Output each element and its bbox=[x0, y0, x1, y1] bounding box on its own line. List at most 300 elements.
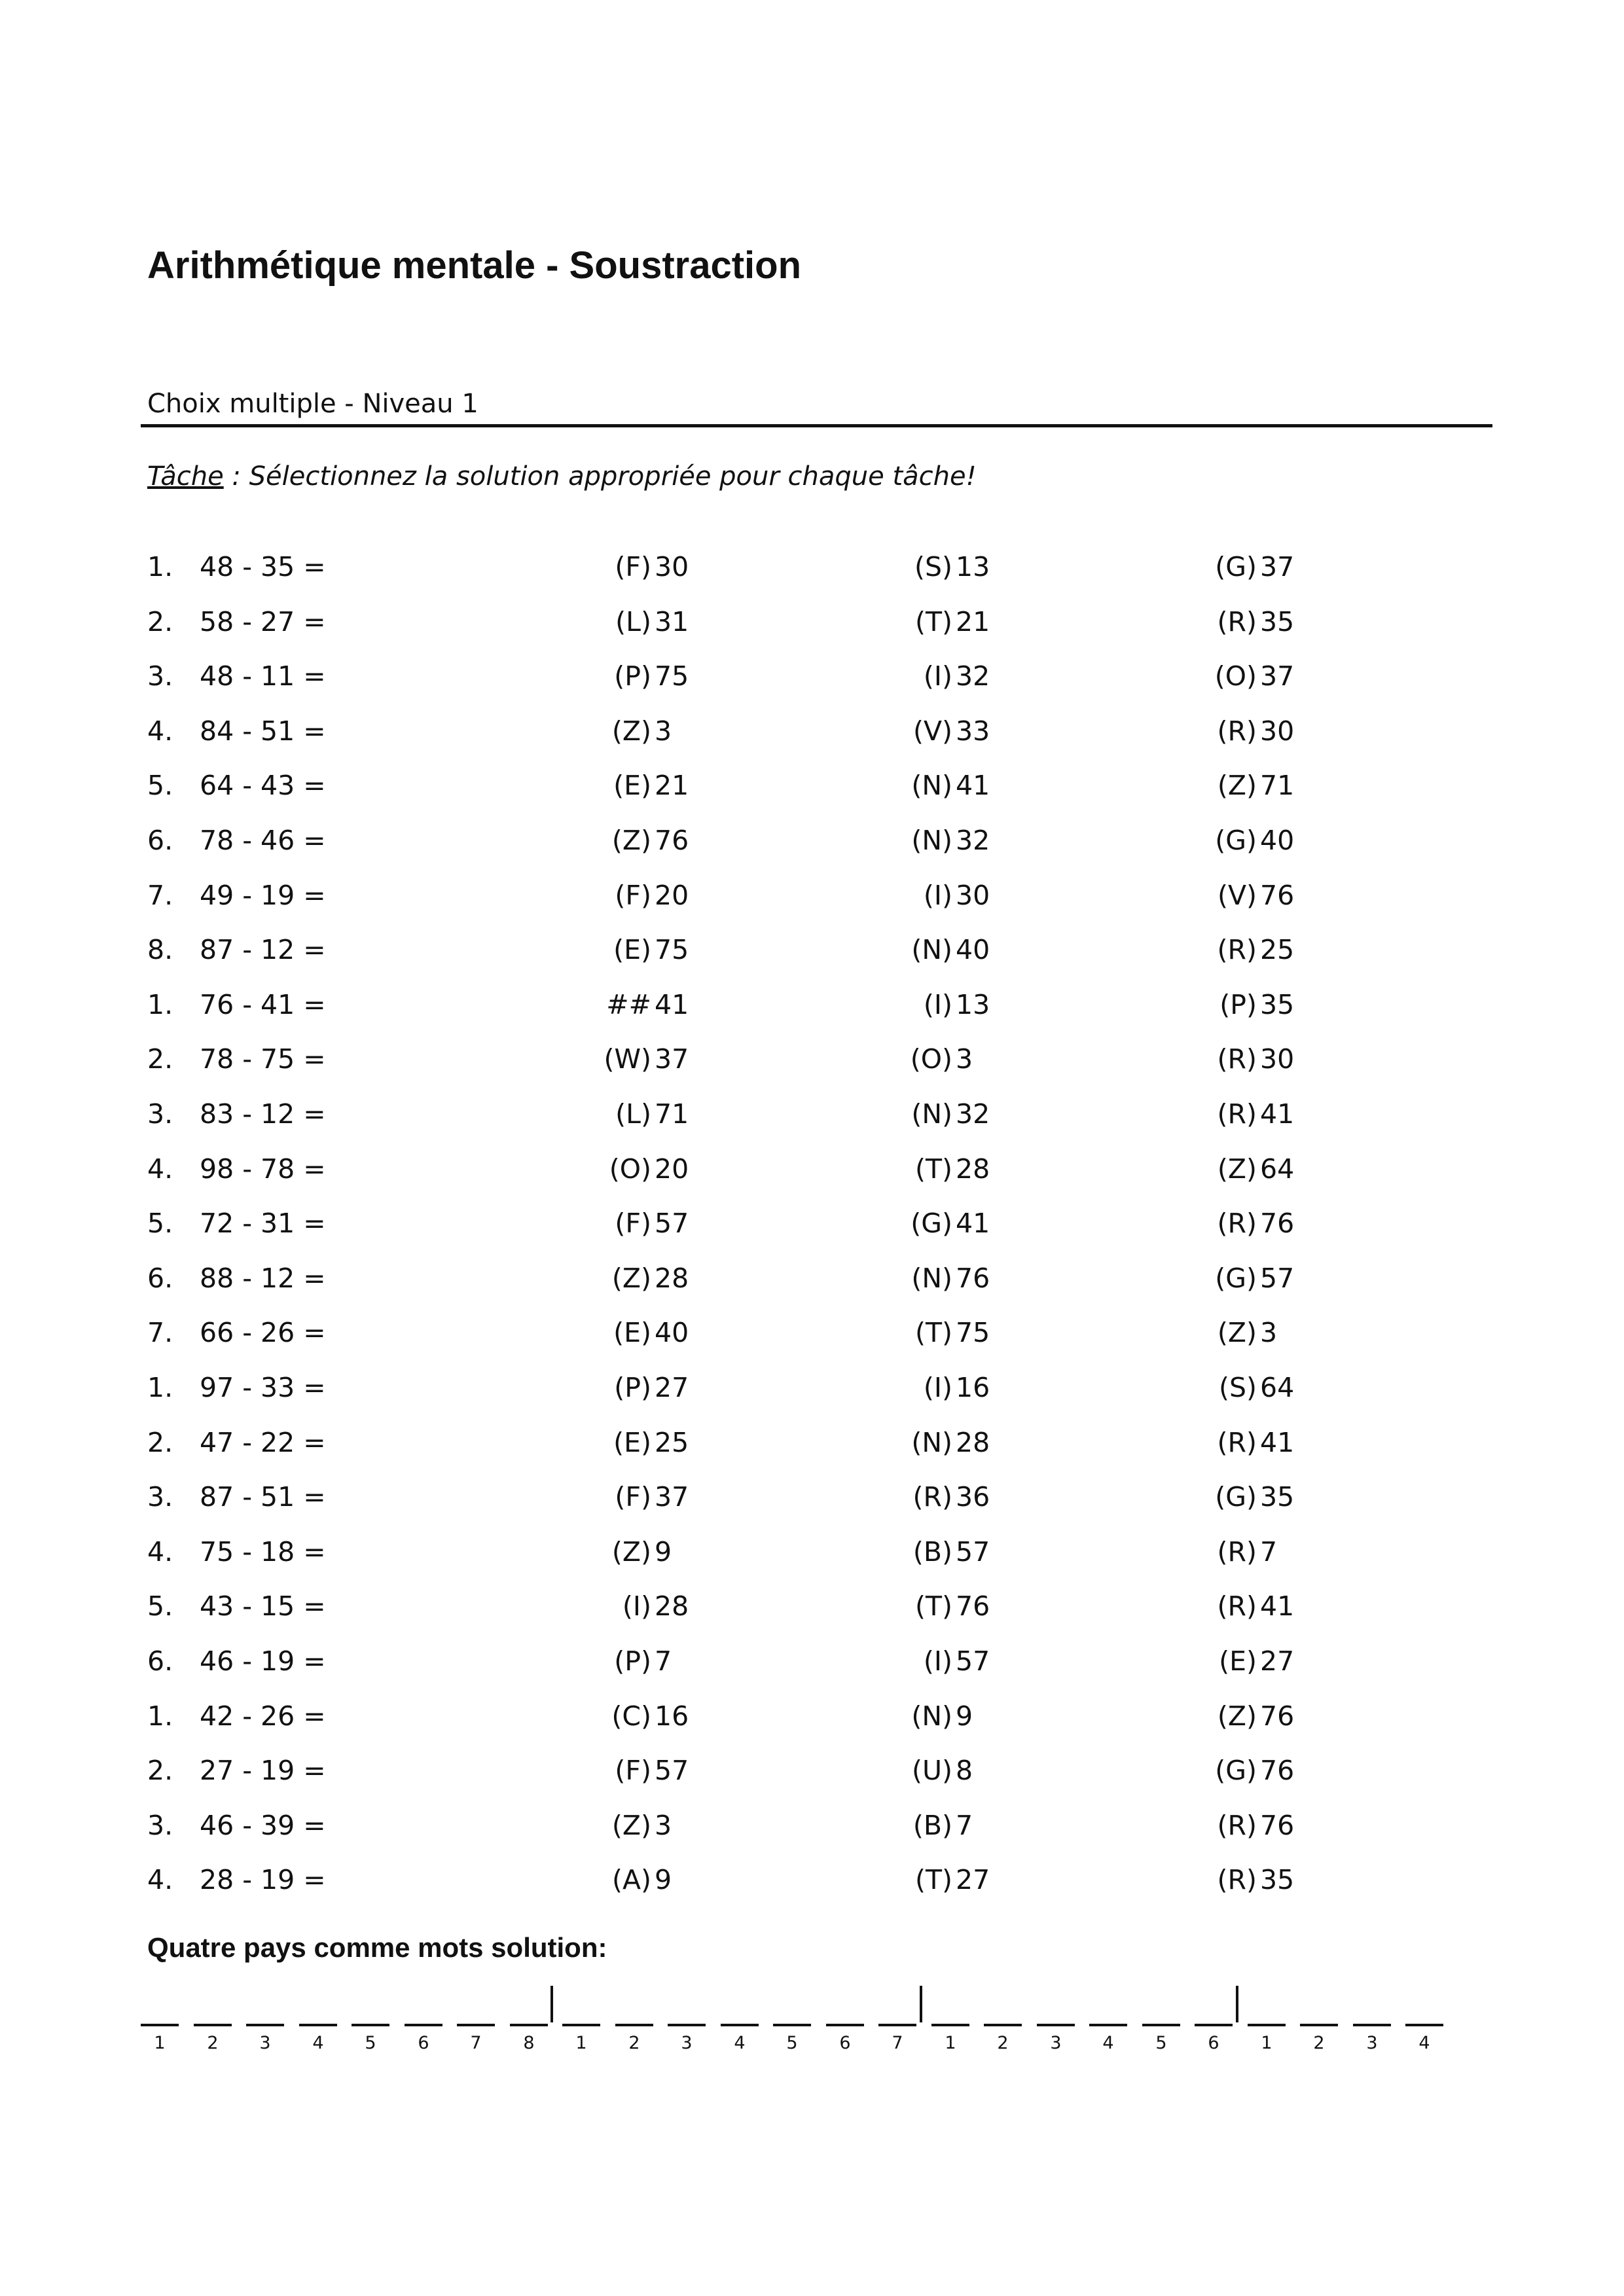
blank-index: 7 bbox=[892, 2033, 903, 2053]
option-letter: (Z) bbox=[611, 715, 651, 747]
option-letter: (G) bbox=[1215, 1481, 1257, 1513]
exercise-number: 1. bbox=[147, 989, 173, 1020]
exercise-expression: 88 - 12 = bbox=[200, 1263, 326, 1294]
letter-blank[interactable] bbox=[773, 1977, 811, 2053]
letter-blank[interactable] bbox=[510, 1977, 548, 2053]
option-letter: (R) bbox=[1217, 1864, 1257, 1895]
option-letter: (Z) bbox=[611, 1536, 651, 1568]
option-letter: (B) bbox=[912, 1810, 952, 1841]
option-value: 41 bbox=[1260, 1427, 1295, 1458]
option-value: 35 bbox=[1260, 1864, 1295, 1895]
option-letter: (R) bbox=[912, 1481, 952, 1513]
blank-index: 1 bbox=[575, 2033, 587, 2053]
exercise-expression: 66 - 26 = bbox=[200, 1317, 326, 1348]
option-value: 31 bbox=[655, 606, 689, 637]
word-separator bbox=[920, 1986, 922, 2022]
option-letter: (T) bbox=[914, 1153, 952, 1185]
option-value: 75 bbox=[956, 1317, 990, 1348]
option-letter: (F) bbox=[615, 1481, 651, 1513]
option-value: 41 bbox=[1260, 1590, 1295, 1622]
option-value: 76 bbox=[1260, 1810, 1295, 1841]
option-letter: (L) bbox=[615, 606, 651, 637]
option-value: 27 bbox=[1260, 1645, 1295, 1677]
exercise-expression: 87 - 12 = bbox=[200, 934, 326, 965]
exercise-row bbox=[0, 821, 1624, 860]
option-value: 71 bbox=[655, 1098, 689, 1130]
option-value: 3 bbox=[956, 1043, 973, 1075]
option-letter: (G) bbox=[1215, 1755, 1257, 1786]
letter-blank[interactable] bbox=[1248, 1977, 1286, 2053]
option-letter: (P) bbox=[1219, 989, 1257, 1020]
exercise-expression: 98 - 78 = bbox=[200, 1153, 326, 1185]
exercise-number: 1. bbox=[147, 551, 173, 583]
exercise-number: 4. bbox=[147, 715, 173, 747]
option-letter: (R) bbox=[1217, 1208, 1257, 1239]
letter-blank[interactable] bbox=[352, 1977, 389, 2053]
option-letter: (R) bbox=[1217, 606, 1257, 637]
blank-underline bbox=[826, 2024, 864, 2026]
exercise-number: 4. bbox=[147, 1153, 173, 1185]
option-value: 32 bbox=[956, 660, 990, 692]
option-letter: (I) bbox=[923, 1372, 952, 1403]
letter-blank[interactable] bbox=[299, 1977, 337, 2053]
option-letter: (T) bbox=[914, 1864, 952, 1895]
option-value: 40 bbox=[956, 934, 990, 965]
letter-blank[interactable] bbox=[141, 1977, 179, 2053]
exercise-row bbox=[0, 1806, 1624, 1845]
exercise-row bbox=[0, 1259, 1624, 1298]
exercise-expression: 83 - 12 = bbox=[200, 1098, 326, 1130]
option-letter: (O) bbox=[1214, 660, 1257, 692]
option-value: 32 bbox=[956, 825, 990, 856]
exercise-expression: 48 - 11 = bbox=[200, 660, 326, 692]
exercise-expression: 46 - 19 = bbox=[200, 1645, 326, 1677]
blank-index: 4 bbox=[734, 2033, 746, 2053]
blank-underline bbox=[615, 2024, 653, 2026]
option-letter: (B) bbox=[912, 1536, 952, 1568]
letter-blank[interactable] bbox=[1353, 1977, 1391, 2053]
option-value: 13 bbox=[956, 551, 990, 583]
exercise-number: 6. bbox=[147, 825, 173, 856]
option-value: 40 bbox=[1260, 825, 1295, 856]
option-value: 33 bbox=[956, 715, 990, 747]
exercise-expression: 76 - 41 = bbox=[200, 989, 326, 1020]
blank-index: 4 bbox=[312, 2033, 324, 2053]
letter-blank[interactable] bbox=[1405, 1977, 1443, 2053]
option-letter: (W) bbox=[604, 1043, 651, 1075]
blank-underline bbox=[352, 2024, 389, 2026]
option-letter: ## bbox=[606, 989, 651, 1020]
task-label: Tâche bbox=[147, 461, 224, 492]
option-letter: (A) bbox=[611, 1864, 651, 1895]
option-letter: (O) bbox=[609, 1153, 651, 1185]
exercise-expression: 28 - 19 = bbox=[200, 1864, 326, 1895]
exercise-expression: 43 - 15 = bbox=[200, 1590, 326, 1622]
option-letter: (F) bbox=[615, 880, 651, 911]
exercise-number: 3. bbox=[147, 1810, 173, 1841]
blank-underline bbox=[246, 2024, 284, 2026]
exercise-expression: 46 - 39 = bbox=[200, 1810, 326, 1841]
option-letter: (R) bbox=[1217, 1043, 1257, 1075]
blank-underline bbox=[1195, 2024, 1233, 2026]
option-value: 57 bbox=[956, 1645, 990, 1677]
letter-blank[interactable] bbox=[246, 1977, 284, 2053]
option-value: 57 bbox=[655, 1755, 689, 1786]
blank-underline bbox=[1248, 2024, 1286, 2026]
exercise-row bbox=[0, 1094, 1624, 1134]
option-letter: (R) bbox=[1217, 1536, 1257, 1568]
exercise-row bbox=[0, 1423, 1624, 1462]
option-letter: (G) bbox=[1215, 825, 1257, 856]
letter-blank[interactable] bbox=[1300, 1977, 1338, 2053]
blank-index: 5 bbox=[786, 2033, 798, 2053]
option-letter: (G) bbox=[911, 1208, 952, 1239]
blank-underline bbox=[405, 2024, 442, 2026]
word-separator bbox=[1236, 1986, 1238, 2022]
blank-underline bbox=[510, 2024, 548, 2026]
option-letter: (N) bbox=[911, 1263, 952, 1294]
option-letter: (C) bbox=[611, 1700, 651, 1732]
blank-underline bbox=[931, 2024, 969, 2026]
option-value: 64 bbox=[1260, 1153, 1295, 1185]
option-value: 16 bbox=[956, 1372, 990, 1403]
option-letter: (T) bbox=[914, 1590, 952, 1622]
exercise-expression: 75 - 18 = bbox=[200, 1536, 326, 1568]
blank-underline bbox=[878, 2024, 916, 2026]
page-title: Arithmétique mentale - Soustraction bbox=[147, 244, 802, 287]
option-letter: (E) bbox=[613, 1317, 651, 1348]
option-letter: (V) bbox=[1217, 880, 1257, 911]
exercise-expression: 47 - 22 = bbox=[200, 1427, 326, 1458]
letter-blank[interactable] bbox=[1142, 1977, 1180, 2053]
option-value: 9 bbox=[655, 1864, 672, 1895]
exercise-number: 1. bbox=[147, 1372, 173, 1403]
option-letter: (N) bbox=[911, 1700, 952, 1732]
exercise-row bbox=[0, 876, 1624, 915]
option-value: 16 bbox=[655, 1700, 689, 1732]
blank-underline bbox=[773, 2024, 811, 2026]
option-value: 30 bbox=[956, 880, 990, 911]
exercise-number: 4. bbox=[147, 1864, 173, 1895]
option-value: 28 bbox=[956, 1427, 990, 1458]
exercise-expression: 64 - 43 = bbox=[200, 770, 326, 801]
exercise-row bbox=[0, 1532, 1624, 1571]
blank-index: 6 bbox=[1208, 2033, 1219, 2053]
option-letter: (Z) bbox=[1217, 1700, 1257, 1732]
option-value: 3 bbox=[1260, 1317, 1278, 1348]
worksheet-subtitle: Choix multiple - Niveau 1 bbox=[147, 389, 478, 419]
option-letter: (Z) bbox=[611, 825, 651, 856]
letter-blank[interactable] bbox=[1195, 1977, 1233, 2053]
exercise-number: 5. bbox=[147, 1590, 173, 1622]
option-value: 27 bbox=[655, 1372, 689, 1403]
option-letter: (R) bbox=[1217, 715, 1257, 747]
letter-blank[interactable] bbox=[457, 1977, 495, 2053]
blank-underline bbox=[721, 2024, 759, 2026]
option-value: 71 bbox=[1260, 770, 1295, 801]
letter-blank[interactable] bbox=[405, 1977, 442, 2053]
blank-underline bbox=[668, 2024, 706, 2026]
exercise-row bbox=[0, 766, 1624, 805]
solution-label: Quatre pays comme mots solution: bbox=[147, 1932, 607, 1963]
option-value: 41 bbox=[1260, 1098, 1295, 1130]
option-value: 36 bbox=[956, 1481, 990, 1513]
letter-blank[interactable] bbox=[1037, 1977, 1075, 2053]
option-letter: (P) bbox=[614, 1645, 651, 1677]
option-value: 13 bbox=[956, 989, 990, 1020]
exercise-number: 6. bbox=[147, 1645, 173, 1677]
option-value: 37 bbox=[655, 1043, 689, 1075]
letter-blank[interactable] bbox=[878, 1977, 916, 2053]
exercise-row bbox=[0, 985, 1624, 1024]
option-letter: (Z) bbox=[1217, 1317, 1257, 1348]
blank-underline bbox=[1405, 2024, 1443, 2026]
option-letter: (G) bbox=[1215, 1263, 1257, 1294]
option-value: 37 bbox=[655, 1481, 689, 1513]
option-value: 20 bbox=[655, 1153, 689, 1185]
header-divider bbox=[141, 424, 1492, 427]
option-value: 75 bbox=[655, 934, 689, 965]
option-value: 32 bbox=[956, 1098, 990, 1130]
option-letter: (I) bbox=[923, 989, 952, 1020]
exercise-number: 2. bbox=[147, 606, 173, 637]
letter-blank[interactable] bbox=[562, 1977, 600, 2053]
exercise-row bbox=[0, 1696, 1624, 1736]
option-letter: (E) bbox=[613, 934, 651, 965]
exercise-row bbox=[0, 1368, 1624, 1407]
option-letter: (T) bbox=[914, 606, 952, 637]
blank-index: 4 bbox=[1102, 2033, 1114, 2053]
blank-index: 4 bbox=[1418, 2033, 1430, 2053]
exercise-expression: 42 - 26 = bbox=[200, 1700, 326, 1732]
option-letter: (I) bbox=[923, 1645, 952, 1677]
option-value: 57 bbox=[1260, 1263, 1295, 1294]
option-letter: (E) bbox=[1219, 1645, 1257, 1677]
option-value: 21 bbox=[655, 770, 689, 801]
option-value: 21 bbox=[956, 606, 990, 637]
exercise-expression: 72 - 31 = bbox=[200, 1208, 326, 1239]
option-value: 30 bbox=[1260, 1043, 1295, 1075]
option-value: 30 bbox=[655, 551, 689, 583]
option-value: 25 bbox=[1260, 934, 1295, 965]
blank-index: 5 bbox=[1155, 2033, 1167, 2053]
option-value: 7 bbox=[1260, 1536, 1278, 1568]
letter-blank[interactable] bbox=[984, 1977, 1022, 2053]
option-letter: (U) bbox=[911, 1755, 952, 1786]
option-value: 76 bbox=[655, 825, 689, 856]
option-letter: (I) bbox=[622, 1590, 651, 1622]
option-value: 75 bbox=[655, 660, 689, 692]
exercise-row bbox=[0, 547, 1624, 586]
blank-underline bbox=[1089, 2024, 1127, 2026]
exercise-expression: 84 - 51 = bbox=[200, 715, 326, 747]
option-value: 76 bbox=[1260, 1700, 1295, 1732]
option-value: 28 bbox=[655, 1590, 689, 1622]
option-value: 57 bbox=[956, 1536, 990, 1568]
option-letter: (V) bbox=[912, 715, 952, 747]
option-value: 25 bbox=[655, 1427, 689, 1458]
exercise-row bbox=[0, 1587, 1624, 1626]
option-value: 28 bbox=[956, 1153, 990, 1185]
option-value: 8 bbox=[956, 1755, 973, 1786]
option-letter: (P) bbox=[614, 660, 651, 692]
exercise-row bbox=[0, 1751, 1624, 1790]
blank-index: 5 bbox=[365, 2033, 376, 2053]
option-letter: (R) bbox=[1217, 934, 1257, 965]
exercise-number: 3. bbox=[147, 1481, 173, 1513]
option-letter: (G) bbox=[1215, 551, 1257, 583]
blank-index: 2 bbox=[997, 2033, 1009, 2053]
blank-index: 6 bbox=[839, 2033, 851, 2053]
exercise-row bbox=[0, 930, 1624, 969]
exercise-number: 2. bbox=[147, 1043, 173, 1075]
exercise-expression: 78 - 46 = bbox=[200, 825, 326, 856]
option-value: 64 bbox=[1260, 1372, 1295, 1403]
exercise-number: 5. bbox=[147, 1208, 173, 1239]
exercise-expression: 49 - 19 = bbox=[200, 880, 326, 911]
blank-index: 3 bbox=[1366, 2033, 1378, 2053]
exercise-expression: 97 - 33 = bbox=[200, 1372, 326, 1403]
exercise-row bbox=[0, 1477, 1624, 1516]
exercise-row bbox=[0, 711, 1624, 751]
blank-underline bbox=[1353, 2024, 1391, 2026]
blank-underline bbox=[1300, 2024, 1338, 2026]
option-letter: (P) bbox=[614, 1372, 651, 1403]
option-letter: (N) bbox=[911, 1098, 952, 1130]
option-value: 35 bbox=[1260, 1481, 1295, 1513]
option-value: 41 bbox=[655, 989, 689, 1020]
option-letter: (S) bbox=[1218, 1372, 1257, 1403]
blank-index: 1 bbox=[1261, 2033, 1272, 2053]
exercise-number: 8. bbox=[147, 934, 173, 965]
blank-underline bbox=[299, 2024, 337, 2026]
option-letter: (R) bbox=[1217, 1098, 1257, 1130]
exercise-row bbox=[0, 1641, 1624, 1681]
exercise-number: 6. bbox=[147, 1263, 173, 1294]
exercise-number: 4. bbox=[147, 1536, 173, 1568]
option-value: 35 bbox=[1260, 989, 1295, 1020]
option-letter: (N) bbox=[911, 1427, 952, 1458]
exercise-expression: 58 - 27 = bbox=[200, 606, 326, 637]
option-value: 3 bbox=[655, 715, 672, 747]
option-letter: (R) bbox=[1217, 1427, 1257, 1458]
exercise-row bbox=[0, 656, 1624, 696]
option-letter: (Z) bbox=[611, 1263, 651, 1294]
option-value: 57 bbox=[655, 1208, 689, 1239]
blank-index: 3 bbox=[1050, 2033, 1062, 2053]
option-letter: (N) bbox=[911, 825, 952, 856]
blank-index: 2 bbox=[628, 2033, 640, 2053]
option-letter: (S) bbox=[914, 551, 952, 583]
exercise-number: 2. bbox=[147, 1427, 173, 1458]
blank-underline bbox=[141, 2024, 179, 2026]
blank-index: 2 bbox=[1313, 2033, 1325, 2053]
letter-blank[interactable] bbox=[1089, 1977, 1127, 2053]
option-value: 9 bbox=[655, 1536, 672, 1568]
letter-blank[interactable] bbox=[194, 1977, 232, 2053]
task-text: : Sélectionnez la solution appropriée pour chaque tâche! bbox=[223, 461, 977, 492]
letter-blank[interactable] bbox=[931, 1977, 969, 2053]
letter-blank[interactable] bbox=[826, 1977, 864, 2053]
option-letter: (N) bbox=[911, 770, 952, 801]
option-value: 76 bbox=[1260, 1755, 1295, 1786]
option-value: 20 bbox=[655, 880, 689, 911]
exercise-row bbox=[0, 602, 1624, 641]
option-letter: (Z) bbox=[611, 1810, 651, 1841]
option-letter: (F) bbox=[615, 1755, 651, 1786]
option-value: 28 bbox=[655, 1263, 689, 1294]
exercise-row bbox=[0, 1204, 1624, 1243]
option-value: 3 bbox=[655, 1810, 672, 1841]
exercise-number: 3. bbox=[147, 660, 173, 692]
blank-underline bbox=[1142, 2024, 1180, 2026]
option-letter: (R) bbox=[1217, 1590, 1257, 1622]
option-value: 30 bbox=[1260, 715, 1295, 747]
option-letter: (E) bbox=[613, 770, 651, 801]
exercise-number: 7. bbox=[147, 880, 173, 911]
option-value: 35 bbox=[1260, 606, 1295, 637]
option-letter: (R) bbox=[1217, 1810, 1257, 1841]
exercise-row bbox=[0, 1313, 1624, 1352]
exercise-number: 7. bbox=[147, 1317, 173, 1348]
blank-index: 8 bbox=[523, 2033, 535, 2053]
option-value: 76 bbox=[1260, 880, 1295, 911]
option-value: 41 bbox=[956, 1208, 990, 1239]
blank-index: 6 bbox=[418, 2033, 429, 2053]
exercise-expression: 27 - 19 = bbox=[200, 1755, 326, 1786]
exercise-expression: 48 - 35 = bbox=[200, 551, 326, 583]
option-letter: (N) bbox=[911, 934, 952, 965]
exercise-row bbox=[0, 1149, 1624, 1189]
blank-index: 1 bbox=[945, 2033, 956, 2053]
letter-blank[interactable] bbox=[668, 1977, 706, 2053]
option-value: 41 bbox=[956, 770, 990, 801]
exercise-number: 1. bbox=[147, 1700, 173, 1732]
word-separator bbox=[550, 1986, 553, 2022]
option-letter: (E) bbox=[613, 1427, 651, 1458]
blank-underline bbox=[984, 2024, 1022, 2026]
exercise-number: 2. bbox=[147, 1755, 173, 1786]
option-value: 76 bbox=[1260, 1208, 1295, 1239]
exercise-expression: 78 - 75 = bbox=[200, 1043, 326, 1075]
option-value: 9 bbox=[956, 1700, 973, 1732]
option-value: 27 bbox=[956, 1864, 990, 1895]
exercise-number: 3. bbox=[147, 1098, 173, 1130]
option-value: 40 bbox=[655, 1317, 689, 1348]
option-value: 76 bbox=[956, 1263, 990, 1294]
option-value: 37 bbox=[1260, 551, 1295, 583]
blank-underline bbox=[194, 2024, 232, 2026]
option-letter: (L) bbox=[615, 1098, 651, 1130]
exercise-row bbox=[0, 1039, 1624, 1079]
blank-underline bbox=[562, 2024, 600, 2026]
letter-blank[interactable] bbox=[615, 1977, 653, 2053]
blank-underline bbox=[457, 2024, 495, 2026]
option-letter: (O) bbox=[910, 1043, 952, 1075]
exercise-expression: 87 - 51 = bbox=[200, 1481, 326, 1513]
option-letter: (F) bbox=[615, 1208, 651, 1239]
option-value: 7 bbox=[655, 1645, 672, 1677]
letter-blank[interactable] bbox=[721, 1977, 759, 2053]
option-value: 76 bbox=[956, 1590, 990, 1622]
option-letter: (T) bbox=[914, 1317, 952, 1348]
option-value: 7 bbox=[956, 1810, 973, 1841]
option-letter: (I) bbox=[923, 880, 952, 911]
exercise-number: 5. bbox=[147, 770, 173, 801]
option-letter: (F) bbox=[615, 551, 651, 583]
solution-blanks bbox=[0, 1977, 1624, 2055]
task-instruction bbox=[147, 461, 977, 492]
